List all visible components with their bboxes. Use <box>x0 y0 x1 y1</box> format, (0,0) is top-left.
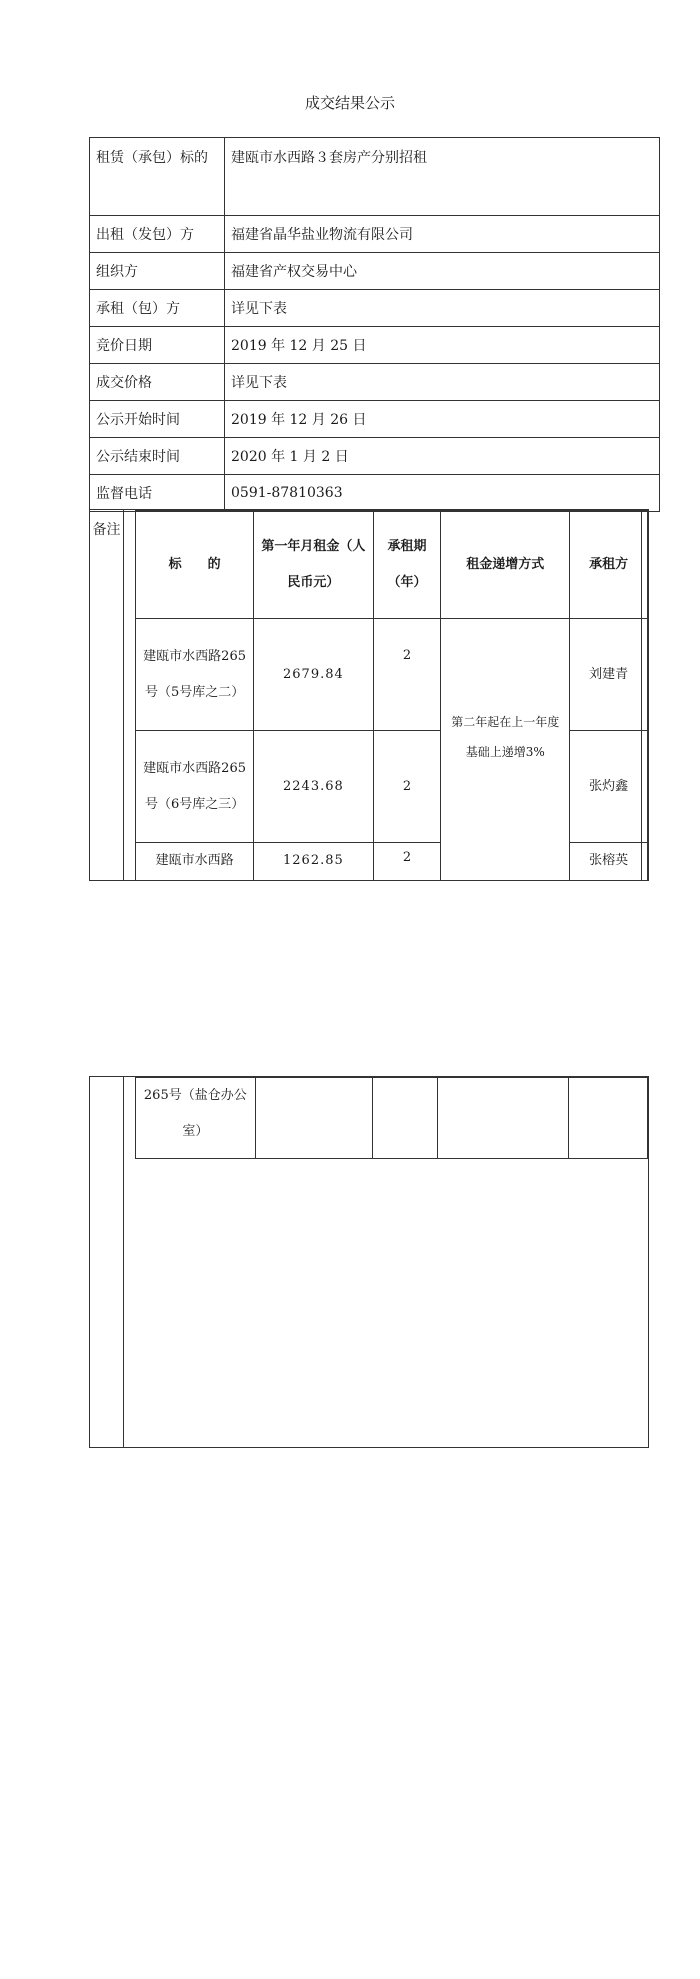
lease-table-continued <box>135 1077 648 1159</box>
value-lessee: 详见下表 <box>225 290 660 327</box>
label-phone: 监督电话 <box>90 475 225 512</box>
info-table <box>89 137 660 512</box>
label-price: 成交价格 <box>90 364 225 401</box>
cell-rent: 1262.85 <box>254 843 373 881</box>
remarks-section-continued <box>89 1076 649 1448</box>
cell-increase-method: 第二年起在上一年度基础上递增3% <box>441 619 570 881</box>
value-organizer: 福建省产权交易中心 <box>225 253 660 290</box>
table-row <box>90 475 660 512</box>
table-row <box>90 216 660 253</box>
table-row <box>136 843 648 881</box>
remarks-section <box>89 509 649 881</box>
value-price: 详见下表 <box>225 364 660 401</box>
cell-term: 2 <box>373 843 441 881</box>
cell-subject: 建瓯市水西路 <box>136 843 254 881</box>
label-subject: 租赁（承包）标的 <box>90 138 225 216</box>
value-phone: 0591-87810363 <box>225 475 660 512</box>
lease-table <box>135 510 648 881</box>
label-organizer: 组织方 <box>90 253 225 290</box>
cell-rent <box>255 1078 372 1159</box>
cell-term: 2 <box>373 619 441 731</box>
cell-subject: 建瓯市水西路265号（5号库之二） <box>136 619 254 731</box>
label-bid-date: 竞价日期 <box>90 327 225 364</box>
table-row <box>136 1078 648 1159</box>
header-tenant: 承租方 <box>570 511 648 619</box>
cell-term <box>372 1078 438 1159</box>
value-lessor: 福建省晶华盐业物流有限公司 <box>225 216 660 253</box>
cell-tenant: 张榕英 <box>570 843 648 881</box>
cell-increase-method <box>438 1078 569 1159</box>
cell-tenant <box>569 1078 648 1159</box>
table-header-row <box>136 511 648 619</box>
remarks-label: 备注 <box>90 510 124 880</box>
value-end: 2020 年 1 月 2 日 <box>225 438 660 475</box>
header-term: 承租期（年） <box>373 511 441 619</box>
table-row <box>90 138 660 216</box>
table-row <box>136 619 648 731</box>
remarks-label-blank <box>90 1077 124 1447</box>
table-row <box>90 327 660 364</box>
cell-subject: 建瓯市水西路265号（6号库之三） <box>136 731 254 843</box>
table-row <box>90 253 660 290</box>
value-start: 2019 年 12 月 26 日 <box>225 401 660 438</box>
cell-tenant: 刘建青 <box>570 619 648 731</box>
cell-subject: 265号（盐仓办公室） <box>136 1078 256 1159</box>
value-subject: 建瓯市水西路３套房产分别招租 <box>225 138 660 216</box>
header-increase: 租金递增方式 <box>441 511 570 619</box>
table-row <box>90 290 660 327</box>
table-row <box>136 731 648 843</box>
header-rent: 第一年月租金（人民币元） <box>254 511 373 619</box>
header-subject: 标 的 <box>136 511 254 619</box>
label-end: 公示结束时间 <box>90 438 225 475</box>
label-lessor: 出租（发包）方 <box>90 216 225 253</box>
table-row <box>90 438 660 475</box>
value-bid-date: 2019 年 12 月 25 日 <box>225 327 660 364</box>
table-edge <box>641 510 642 880</box>
table-row <box>90 401 660 438</box>
cell-rent: 2243.68 <box>254 731 373 843</box>
cell-rent: 2679.84 <box>254 619 373 731</box>
cell-tenant: 张灼鑫 <box>570 731 648 843</box>
label-lessee: 承租（包）方 <box>90 290 225 327</box>
cell-term: 2 <box>373 731 441 843</box>
table-row <box>90 364 660 401</box>
label-start: 公示开始时间 <box>90 401 225 438</box>
page-title: 成交结果公示 <box>304 94 395 112</box>
